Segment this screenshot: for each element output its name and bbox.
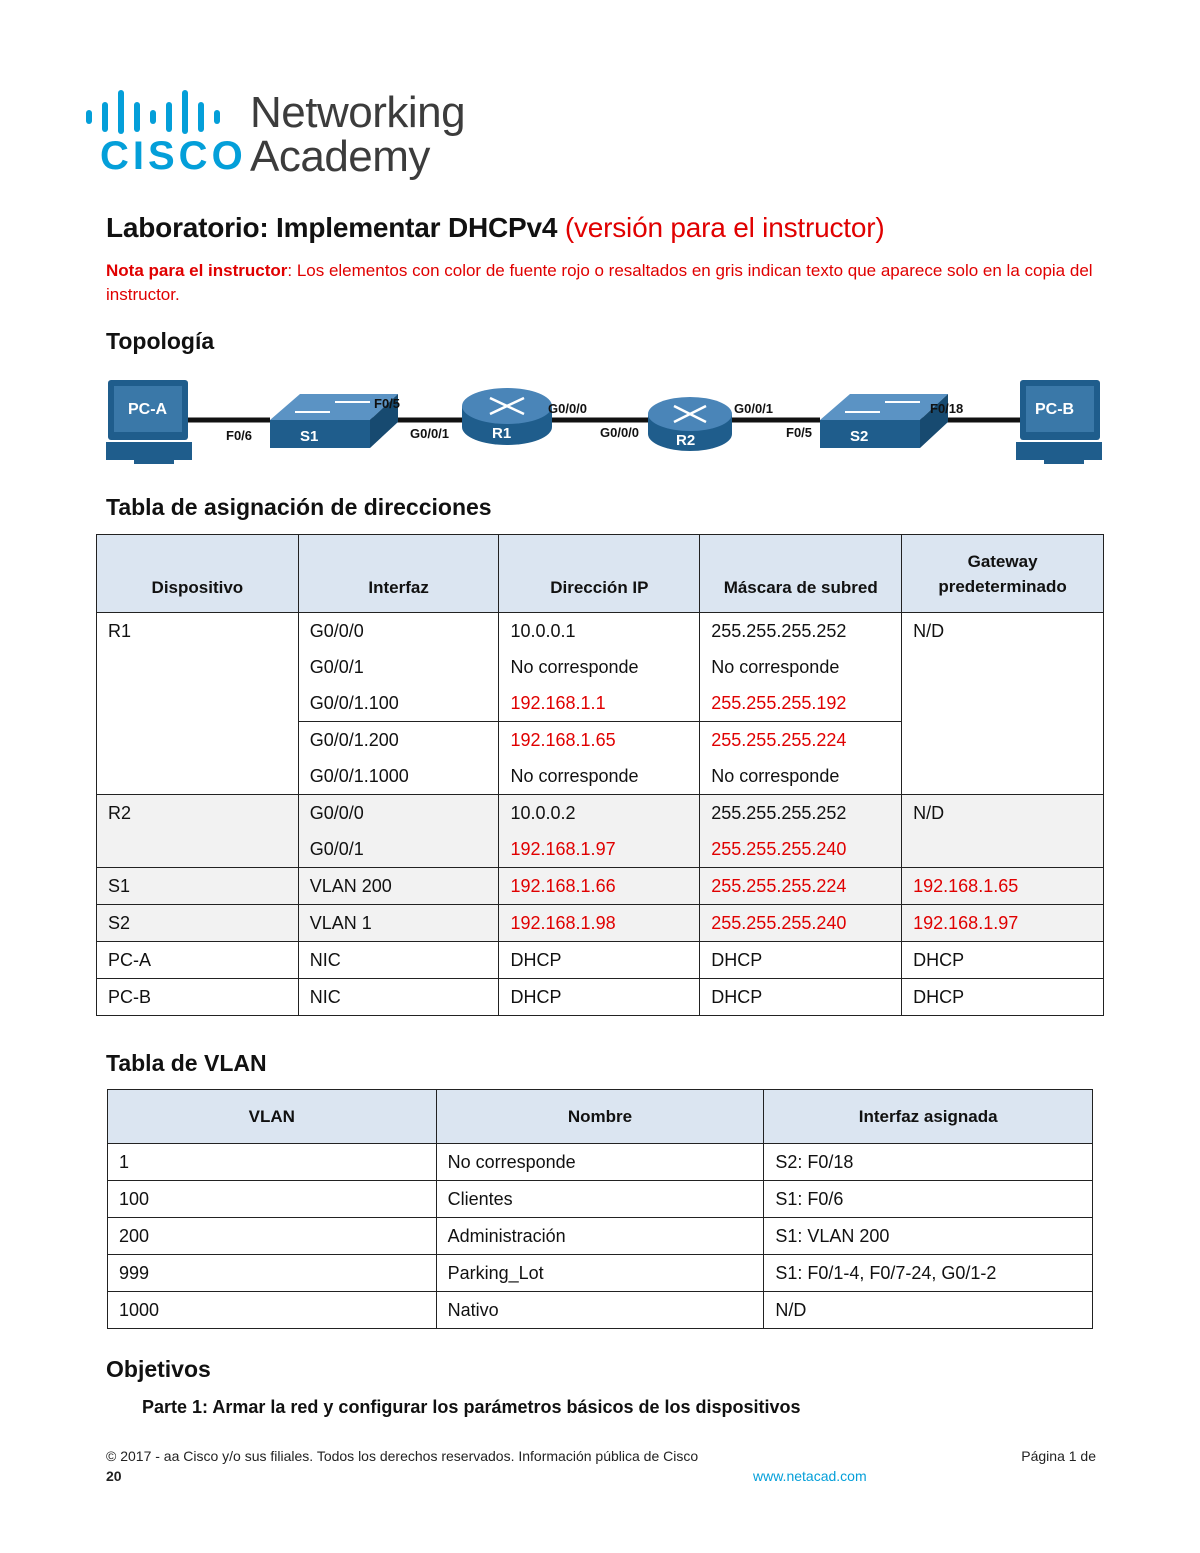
cisco-bars-icon <box>84 88 224 138</box>
cell-ip: 192.168.1.98 <box>499 905 700 942</box>
vlan-heading: Tabla de VLAN <box>106 1050 267 1076</box>
cell-mask: 255.255.255.240 <box>700 905 902 942</box>
cell-name: No corresponde <box>436 1144 764 1181</box>
title-instructor: (versión para el instructor) <box>564 212 885 243</box>
cell-mask: 255.255.255.224 <box>700 868 902 905</box>
cell-interface: S1: F0/6 <box>764 1181 1093 1218</box>
header-gateway: Gateway predeterminado <box>902 535 1104 613</box>
cell-interface: G0/0/1 <box>298 831 499 868</box>
cell-mask: 255.255.255.252 <box>700 613 902 650</box>
note-text: : Los elementos con color de fuente rojo o resaltados en gris indican texto que aparece solo en la copia del instructor. <box>106 261 1093 304</box>
cell-gateway: 192.168.1.97 <box>902 905 1104 942</box>
cell-interface: G0/0/0 <box>298 613 499 650</box>
cell-gateway <box>902 831 1104 868</box>
footer-copyright: © 2017 - aa Cisco y/o sus filiales. Todos los derechos reservados. Información pública de Cisco <box>106 1448 699 1464</box>
table-row <box>97 722 1104 759</box>
cell-mask: 255.255.255.192 <box>700 685 902 722</box>
table-row <box>97 649 1104 685</box>
cell-interface: G0/0/0 <box>298 795 499 832</box>
cell-vlan: 999 <box>108 1255 437 1292</box>
footer-page-total: 20 <box>106 1468 122 1484</box>
cell-interface: NIC <box>298 979 499 1016</box>
cell-device: PC-B <box>97 979 299 1016</box>
cell-device: S1 <box>97 868 299 905</box>
cell-vlan: 1 <box>108 1144 437 1181</box>
footer-url-link[interactable]: www.netacad.com <box>753 1468 867 1484</box>
cell-device <box>97 722 299 759</box>
cell-ip: 192.168.1.66 <box>499 868 700 905</box>
label-pc-a: PC-A <box>128 401 168 418</box>
brand-academy: Academy <box>250 132 430 181</box>
cell-ip: 10.0.0.2 <box>499 795 700 832</box>
label-s2: S2 <box>850 428 869 445</box>
cell-interface: NIC <box>298 942 499 979</box>
label-s1: S1 <box>300 428 319 445</box>
vlan-table <box>107 1089 1093 1329</box>
port-f05-s1: F0/5 <box>374 396 401 411</box>
cell-mask: 255.255.255.224 <box>700 722 902 759</box>
label-pc-b: PC-B <box>1035 401 1075 418</box>
topology-diagram <box>100 372 1110 472</box>
port-g001-r2: G0/0/1 <box>734 401 774 416</box>
cell-device <box>97 831 299 868</box>
page-footer <box>106 1448 1096 1484</box>
cell-gateway: N/D <box>902 795 1104 832</box>
table-row <box>108 1144 1093 1181</box>
cell-interface: G0/0/1.200 <box>298 722 499 759</box>
cell-interface: S1: VLAN 200 <box>764 1218 1093 1255</box>
topology-heading: Topología <box>106 328 215 354</box>
table-row <box>97 685 1104 722</box>
cell-device: R1 <box>97 613 299 650</box>
cell-gateway: N/D <box>902 613 1104 650</box>
title-main: Laboratorio: Implementar DHCPv4 <box>106 212 558 243</box>
cell-gateway <box>902 758 1104 795</box>
brand-networking: Networking <box>250 88 466 137</box>
objectives-heading: Objetivos <box>106 1356 211 1382</box>
cell-name: Nativo <box>436 1292 764 1329</box>
cell-ip: DHCP <box>499 979 700 1016</box>
label-r1: R1 <box>492 425 512 442</box>
table-row <box>97 905 1104 942</box>
cell-device <box>97 649 299 685</box>
cell-mask: No corresponde <box>700 758 902 795</box>
pc-a-icon <box>106 380 192 464</box>
cell-device <box>97 758 299 795</box>
port-f05-s2: F0/5 <box>786 425 813 440</box>
port-g001-r1: G0/0/1 <box>410 426 450 441</box>
cell-name: Clientes <box>436 1181 764 1218</box>
cell-mask: 255.255.255.252 <box>700 795 902 832</box>
cell-device: PC-A <box>97 942 299 979</box>
cell-interface: G0/0/1.1000 <box>298 758 499 795</box>
cell-vlan: 100 <box>108 1181 437 1218</box>
header-device: Dispositivo <box>97 535 299 613</box>
instructor-note <box>106 259 1096 307</box>
table-row <box>97 831 1104 868</box>
header-ip: Dirección IP <box>499 535 700 613</box>
table-row <box>97 979 1104 1016</box>
cell-mask: DHCP <box>700 979 902 1016</box>
label-r2: R2 <box>676 432 696 449</box>
cell-gateway: DHCP <box>902 979 1104 1016</box>
pc-b-icon <box>1016 380 1102 464</box>
table-row <box>108 1181 1093 1218</box>
cell-device <box>97 685 299 722</box>
cell-gateway <box>902 685 1104 722</box>
cell-interface: VLAN 200 <box>298 868 499 905</box>
table-row <box>97 868 1104 905</box>
cisco-wordmark: CISCO <box>100 134 247 178</box>
vlan-header-row <box>108 1090 1093 1144</box>
note-label: Nota para el instructor <box>106 261 288 280</box>
cell-ip: 192.168.1.65 <box>499 722 700 759</box>
footer-page: Página 1 de <box>1021 1448 1096 1464</box>
cell-ip: 192.168.1.1 <box>499 685 700 722</box>
cell-interface: N/D <box>764 1292 1093 1329</box>
port-f06: F0/6 <box>226 428 253 443</box>
cell-vlan: 200 <box>108 1218 437 1255</box>
cell-name: Parking_Lot <box>436 1255 764 1292</box>
port-g000-r2: G0/0/0 <box>600 425 640 440</box>
cell-interface: G0/0/1.100 <box>298 685 499 722</box>
port-g000-r1: G0/0/0 <box>548 401 588 416</box>
cell-ip: DHCP <box>499 942 700 979</box>
table-row <box>97 758 1104 795</box>
cell-gateway <box>902 722 1104 759</box>
addressing-table <box>96 534 1104 1016</box>
cell-ip: 10.0.0.1 <box>499 613 700 650</box>
cell-ip: No corresponde <box>499 649 700 685</box>
cell-gateway: DHCP <box>902 942 1104 979</box>
cell-interface: VLAN 1 <box>298 905 499 942</box>
switch-s2-icon <box>820 394 948 448</box>
cell-gateway: 192.168.1.65 <box>902 868 1104 905</box>
table-row <box>97 795 1104 832</box>
cell-ip: 192.168.1.97 <box>499 831 700 868</box>
cell-mask: No corresponde <box>700 649 902 685</box>
cell-interface: G0/0/1 <box>298 649 499 685</box>
cell-interface: S1: F0/1-4, F0/7-24, G0/1-2 <box>764 1255 1093 1292</box>
cell-device: S2 <box>97 905 299 942</box>
cell-mask: DHCP <box>700 942 902 979</box>
cell-device: R2 <box>97 795 299 832</box>
table-row <box>97 942 1104 979</box>
table-row <box>97 613 1104 650</box>
cell-name: Administración <box>436 1218 764 1255</box>
table-row <box>108 1292 1093 1329</box>
table-row <box>108 1255 1093 1292</box>
part1-heading: Parte 1: Armar la red y configurar los parámetros básicos de los dispositivos <box>142 1397 801 1417</box>
cell-gateway <box>902 649 1104 685</box>
cell-interface: S2: F0/18 <box>764 1144 1093 1181</box>
page-title <box>106 212 884 244</box>
cell-ip: No corresponde <box>499 758 700 795</box>
header-assigned-interface: Interfaz asignada <box>764 1090 1093 1144</box>
table-row <box>108 1218 1093 1255</box>
header-mask: Máscara de subred <box>700 535 902 613</box>
addressing-heading: Tabla de asignación de direcciones <box>106 494 492 520</box>
port-f018: F0/18 <box>930 401 964 416</box>
cell-mask: 255.255.255.240 <box>700 831 902 868</box>
header-name: Nombre <box>436 1090 764 1144</box>
header-vlan: VLAN <box>108 1090 437 1144</box>
cell-vlan: 1000 <box>108 1292 437 1329</box>
header-interface: Interfaz <box>298 535 499 613</box>
addressing-header-row <box>97 535 1104 613</box>
